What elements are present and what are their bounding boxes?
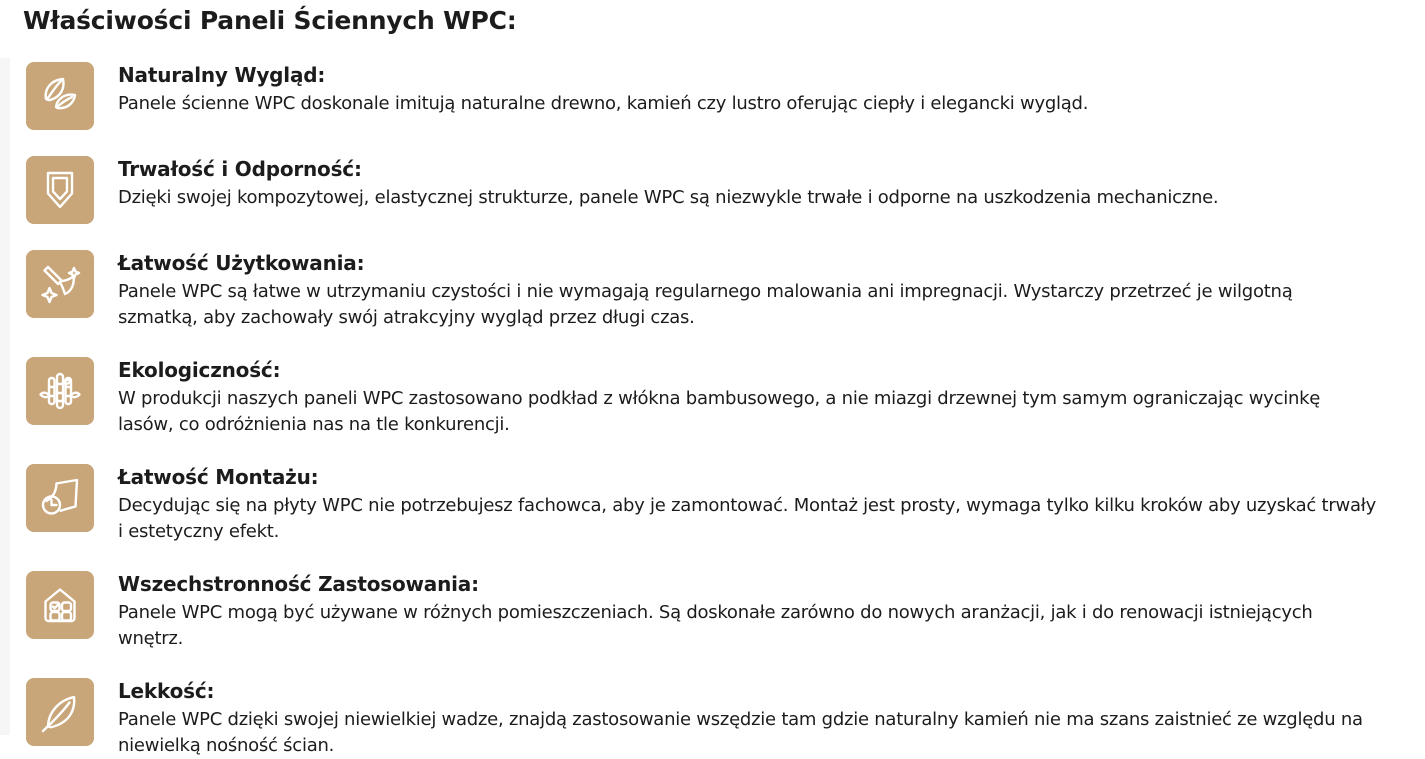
feature-description: Panele WPC mogą być używane w różnych pomieszczeniach. Są doskonałe zarówno do nowych aranżacji, jak i do renowacji istniejących wnętrz. [118,602,1313,649]
feature-item-natural-look [26,62,1377,130]
panel-clock-icon [26,464,94,532]
feature-title: Trwałość i Odporność: [118,157,362,181]
feature-title: Lekkość: [118,679,215,703]
feature-item-ease-of-use [26,250,1377,331]
feature-text [118,156,1218,211]
feature-item-lightness [26,678,1377,759]
feature-text [118,678,1377,759]
house-grid-icon [26,571,94,639]
feature-item-versatility [26,571,1377,652]
feature-description: Decydując się na płyty WPC nie potrzebujesz fachowca, aby je zamontować. Montaż jest prosty, wymaga tylko kilku kroków aby uzyskać trwały i estetyczny efekt. [118,495,1377,542]
feature-text [118,571,1377,652]
feature-text [118,357,1377,438]
feature-list [23,62,1377,759]
feature-title: Łatwość Użytkowania: [118,251,365,275]
feature-description: Panele WPC są łatwe w utrzymaniu czystości i nie wymagają regularnego malowania ani impregnacji. Wystarczy przetrzeć je wilgotną szmatką, aby zachowały swój atrakcyjny wygląd przez długi czas. [118,281,1293,328]
feature-item-easy-installation [26,464,1377,545]
feature-description: Panele ścienne WPC doskonale imitują naturalne drewno, kamień czy lustro oferując ciepły i elegancki wygląd. [118,93,1089,114]
feature-text [118,250,1377,331]
feature-text [118,62,1088,117]
bamboo-icon [26,357,94,425]
shield-icon [26,156,94,224]
feature-item-ecology [26,357,1377,438]
feature-item-durability [26,156,1377,224]
feature-description: W produkcji naszych paneli WPC zastosowano podkład z włókna bambusowego, a nie miazgi drzewnej tym samym ograniczając wycinkę lasów, co odróżnienia nas na tle konkurencji. [118,388,1321,435]
feather-icon [26,678,94,746]
feature-title: Łatwość Montażu: [118,465,319,489]
feature-description: Dzięki swojej kompozytowej, elastycznej strukturze, panele WPC są niezwykle trwałe i odporne na uszkodzenia mechaniczne. [118,187,1219,208]
feature-description: Panele WPC dzięki swojej niewielkiej wadze, znajdą zastosowanie wszędzie tam gdzie naturalny kamień nie ma szans zaistnieć ze względu na niewielką nośność ścian. [118,709,1363,756]
page-title: Właściwości Paneli Ściennych WPC: [23,6,517,35]
feature-title: Ekologiczność: [118,358,281,382]
feature-title: Wszechstronność Zastosowania: [118,572,479,596]
feature-text [118,464,1377,545]
cleaning-brush-sparkles-icon [26,250,94,318]
feature-title: Naturalny Wygląd: [118,63,326,87]
leaf-icon [26,62,94,130]
